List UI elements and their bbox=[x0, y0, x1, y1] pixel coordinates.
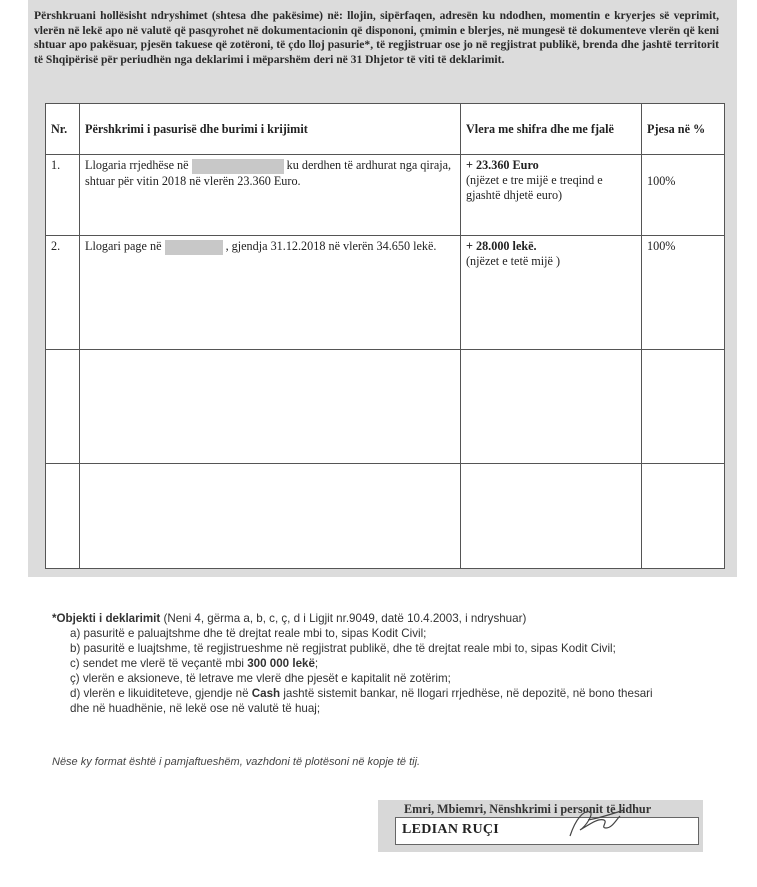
legal-item-d: d) vlerën e likuiditeteve, gjendje në Cash jashtë sistemit bankar, në llogari rrjedhëse, në depozitë, në bono thesari bbox=[70, 687, 653, 700]
legal-heading-bold: *Objekti i deklarimit bbox=[52, 612, 161, 625]
assets-table bbox=[45, 103, 725, 569]
amount-figure: + 23.360 Euro bbox=[466, 158, 539, 172]
instructions-text: Përshkruani hollësisht ndryshimet (shtesa dhe pakësime) në: llojin, sipërfaqen, adresën ku ndodhen, momentin e kryerjes së veprimit, vlerën në lekë apo në valutë që pasqyrohet në dokumentacionin që dispononi, çmimin e blerjes, në mungesë të dokumenteve vlerën që keni shtuar apo pakësuar, pjesën takuese që zotëroni, të çdo lloj pasurie*, të regjistruar ose jo në regjistrat publikë, brenda dhe jashtë territorit të Shqipërisë për periudhën nga deklarimi i mëparshëm deri në 31 Dhjetor të viti të deklarimit. bbox=[34, 9, 719, 66]
row-value bbox=[461, 236, 642, 350]
redacted-bank-name bbox=[192, 159, 284, 174]
amount-words: (njëzet e tetë mijë ) bbox=[466, 254, 561, 268]
header-nr: Nr. bbox=[46, 104, 80, 155]
legal-item-d-cont: dhe në huadhënie, në lekë ose në valutë të huaj; bbox=[70, 702, 321, 715]
row-share bbox=[642, 155, 725, 236]
header-share: Pjesa në % bbox=[642, 104, 725, 155]
header-description: Përshkrimi i pasurisë dhe burimi i krijimit bbox=[80, 104, 461, 155]
description-text-cont: ku derdhen të ardhurat nga qiraja, shtuar për vitin 2018 në vlerën 23.360 Euro. bbox=[85, 158, 452, 188]
description-text: Llogari page në bbox=[85, 239, 162, 253]
legal-item-c: c) sendet me vlerë të veçantë mbi 300 000 lekë; bbox=[70, 657, 319, 670]
signer-name: LEDIAN RUÇI bbox=[402, 822, 500, 837]
table-row bbox=[46, 155, 725, 236]
legal-heading-rest: (Neni 4, gërma a, b, c, ç, d i Ligjit nr.9049, datë 10.4.2003, i ndryshuar) bbox=[160, 612, 527, 625]
legal-item-a: a) pasuritë e paluajtshme dhe të drejtat reale mbi to, sipas Kodit Civil; bbox=[70, 627, 427, 640]
row-share: 100% bbox=[642, 236, 725, 350]
legal-heading bbox=[52, 611, 732, 626]
table-row bbox=[46, 236, 725, 350]
amount-figure: + 28.000 lekë. bbox=[466, 239, 537, 253]
table-row-empty bbox=[46, 350, 725, 464]
signature-box bbox=[378, 800, 703, 852]
row-number: 2. bbox=[46, 236, 80, 350]
legal-item-cc: ç) vlerën e aksioneve, të letrave me vlerë dhe pjesët e kapitalit në zotërim; bbox=[70, 672, 451, 685]
row-number: 1. bbox=[46, 155, 80, 236]
redacted-bank-name bbox=[165, 240, 223, 255]
signature-label: Emri, Mbiemri, Nënshkrimi i personit të lidhur bbox=[404, 802, 652, 816]
amount-words: (njëzet e tre mijë e treqind e gjashtë dhjetë euro) bbox=[466, 173, 603, 202]
row-description bbox=[80, 236, 461, 350]
signature-name-field bbox=[395, 817, 699, 845]
row-description bbox=[80, 155, 461, 236]
share-value: 100% bbox=[647, 174, 676, 188]
table-row-empty bbox=[46, 464, 725, 569]
description-text-cont: , gjendja 31.12.2018 në vlerën 34.650 lekë. bbox=[225, 239, 437, 253]
table-header-row bbox=[46, 104, 725, 155]
legal-notes bbox=[52, 611, 732, 716]
handwritten-signature-icon bbox=[560, 798, 630, 844]
description-text: Llogaria rrjedhëse në bbox=[85, 158, 189, 172]
form-panel bbox=[28, 0, 737, 577]
header-value: Vlera me shifra dhe me fjalë bbox=[461, 104, 642, 155]
continuation-note: Nëse ky format është i pamjaftueshëm, vazhdoni të plotësoni në kopje të tij. bbox=[52, 756, 421, 768]
row-value bbox=[461, 155, 642, 236]
legal-item-b: b) pasuritë e luajtshme, të regjistrueshme në regjistrat publikë, dhe të drejtat reale mbi to, sipas Kodit Civil; bbox=[70, 642, 616, 655]
